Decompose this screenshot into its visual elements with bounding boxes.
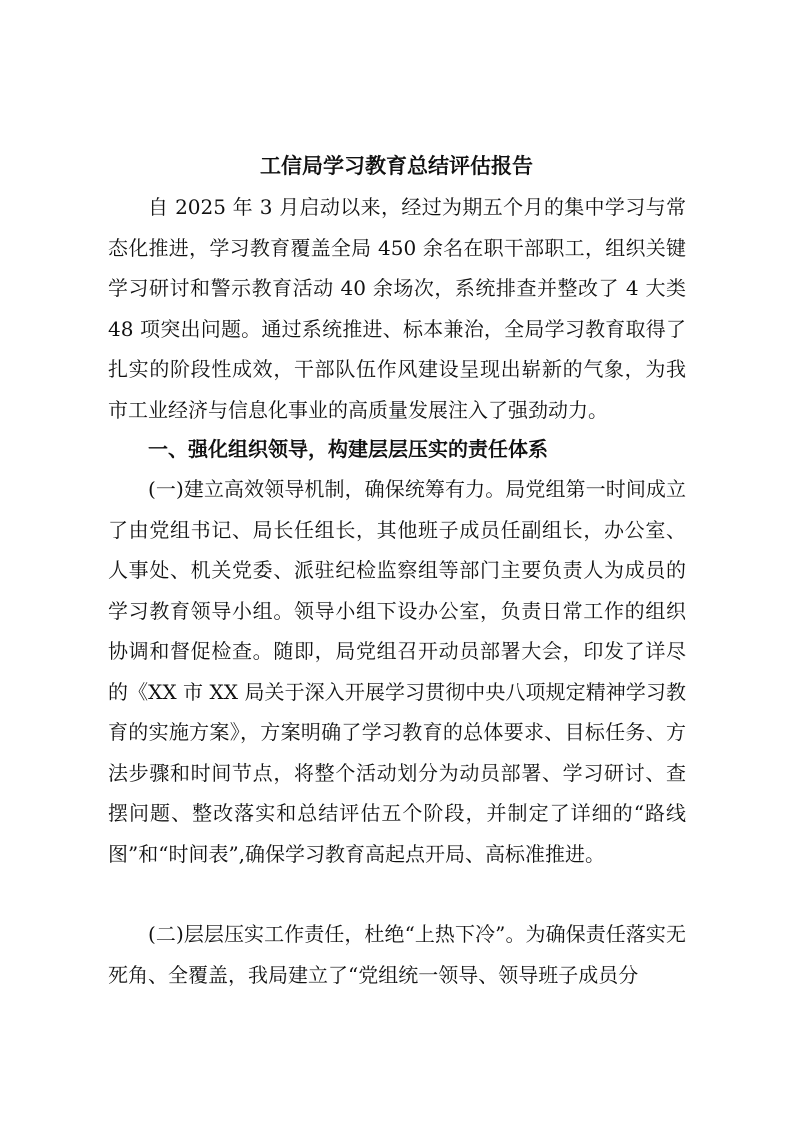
section-1-paragraph-1: (一)建立高效领导机制，确保统筹有力。局党组第一时间成立了由党组书记、局长任组长，其他班子成员任副组长，办公室、人事处、机关党委、派驻纪检监察组等部门主要负责人为成员的学习教育领导小组。领导小组下设办公室，负责日常工作的组织协调和督促检查。随即，局党组召开动员部署大会，印发了详尽的《XX 市 XX 局关于深入开展学习贯彻中央八项规定精神学习教育的实施方案》，方案明确了学习教育的总体要求、目标任务、方法步骤和时间节点，将整个活动划分为动员部署、学习研讨、查摆问题、整改落实和总结评估五个阶段，并制定了详细的“路线图”和“时间表”,确保学习教育高起点开局、高标准推进。: [108, 477, 686, 866]
intro-paragraph: 自 2025 年 3 月启动以来，经过为期五个月的集中学习与常态化推进，学习教育覆盖全局 450 余名在职干部职工，组织关键学习研讨和警示教育活动 40 余场次，系统排查并整改了 4 大类 48 项突出问题。通过系统推进、标本兼治，全局学习教育取得了扎实的阶段性成效，干部队伍作风建设呈现出崭新的气象，为我市工业经济与信息化事业的高质量发展注入了强劲动力。: [108, 195, 686, 422]
section-1-heading: 一、强化组织领导，构建层层压实的责任体系: [148, 437, 548, 461]
document-title: 工信局学习教育总结评估报告: [260, 153, 533, 178]
section-1-paragraph-2: (二)层层压实工作责任，杜绝“上热下冷”。为确保责任落实无死角、全覆盖，我局建立了“党组统一领导、领导班子成员分: [108, 922, 686, 987]
